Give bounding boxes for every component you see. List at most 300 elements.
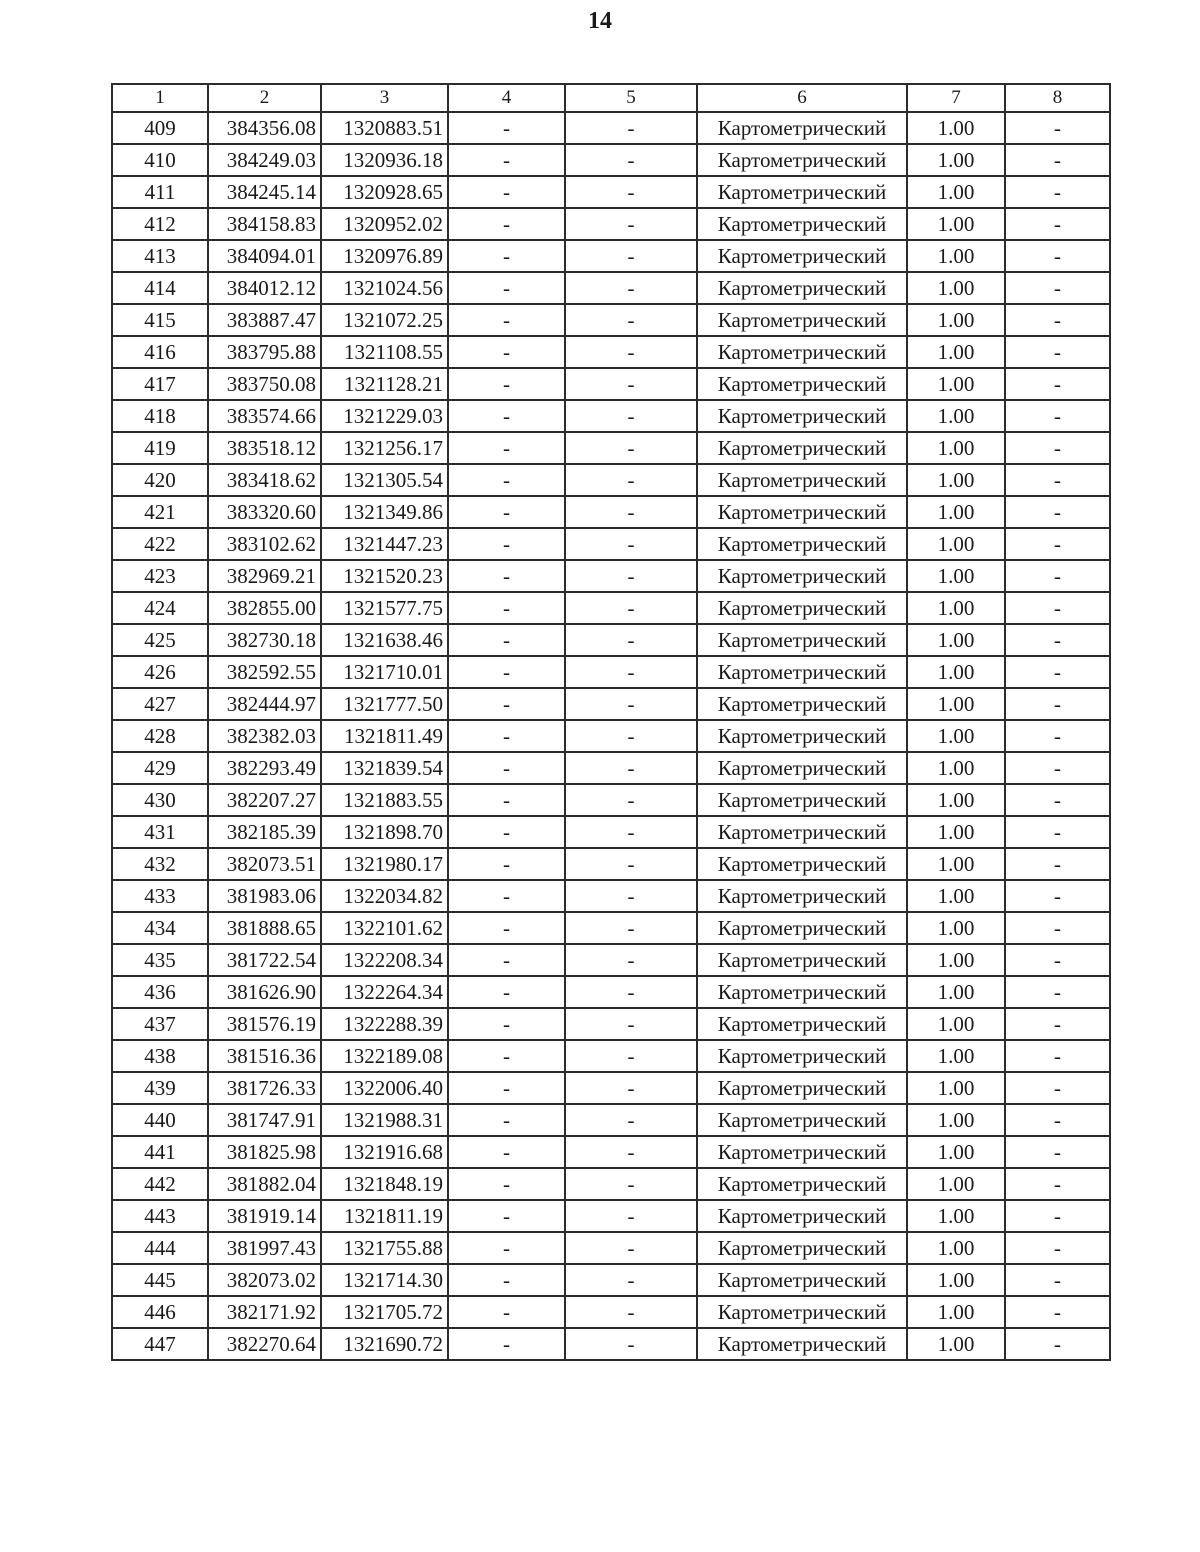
table-row [112, 976, 1110, 1008]
table-row [112, 144, 1110, 176]
column-header: 2 [208, 84, 321, 112]
method: Картометрический [697, 528, 907, 560]
x-coordinate: 381825.98 [208, 1136, 321, 1168]
col4-value: - [448, 464, 565, 496]
col8-value: - [1005, 240, 1110, 272]
point-number: 440 [112, 1104, 208, 1136]
col8-value: - [1005, 592, 1110, 624]
col4-value: - [448, 880, 565, 912]
table-row [112, 1264, 1110, 1296]
col8-value: - [1005, 1200, 1110, 1232]
accuracy: 1.00 [907, 528, 1005, 560]
x-coordinate: 383795.88 [208, 336, 321, 368]
accuracy: 1.00 [907, 688, 1005, 720]
y-coordinate: 1321577.75 [321, 592, 448, 624]
method: Картометрический [697, 304, 907, 336]
page-number: 14 [588, 8, 612, 34]
method: Картометрический [697, 208, 907, 240]
table-row [112, 1008, 1110, 1040]
table-row [112, 176, 1110, 208]
method: Картометрический [697, 816, 907, 848]
y-coordinate: 1321256.17 [321, 432, 448, 464]
y-coordinate: 1322288.39 [321, 1008, 448, 1040]
x-coordinate: 382730.18 [208, 624, 321, 656]
table-row [112, 880, 1110, 912]
accuracy: 1.00 [907, 1232, 1005, 1264]
x-coordinate: 383750.08 [208, 368, 321, 400]
col5-value: - [565, 1232, 697, 1264]
col8-value: - [1005, 720, 1110, 752]
point-number: 427 [112, 688, 208, 720]
method: Картометрический [697, 144, 907, 176]
col8-value: - [1005, 1328, 1110, 1360]
method: Картометрический [697, 176, 907, 208]
x-coordinate: 382592.55 [208, 656, 321, 688]
col8-value: - [1005, 1072, 1110, 1104]
accuracy: 1.00 [907, 1200, 1005, 1232]
col5-value: - [565, 112, 697, 144]
y-coordinate: 1321811.19 [321, 1200, 448, 1232]
col4-value: - [448, 1072, 565, 1104]
col4-value: - [448, 592, 565, 624]
x-coordinate: 384249.03 [208, 144, 321, 176]
accuracy: 1.00 [907, 1296, 1005, 1328]
col5-value: - [565, 720, 697, 752]
method: Картометрический [697, 464, 907, 496]
method: Картометрический [697, 656, 907, 688]
col5-value: - [565, 1264, 697, 1296]
x-coordinate: 382270.64 [208, 1328, 321, 1360]
col4-value: - [448, 944, 565, 976]
col5-value: - [565, 496, 697, 528]
accuracy: 1.00 [907, 1136, 1005, 1168]
column-header: 1 [112, 84, 208, 112]
table-row [112, 208, 1110, 240]
table-row [112, 1232, 1110, 1264]
col8-value: - [1005, 208, 1110, 240]
method: Картометрический [697, 880, 907, 912]
table-row [112, 592, 1110, 624]
x-coordinate: 381516.36 [208, 1040, 321, 1072]
col5-value: - [565, 176, 697, 208]
col5-value: - [565, 880, 697, 912]
method: Картометрический [697, 848, 907, 880]
method: Картометрический [697, 976, 907, 1008]
table-row [112, 1136, 1110, 1168]
method: Картометрический [697, 560, 907, 592]
table-row [112, 784, 1110, 816]
method: Картометрический [697, 336, 907, 368]
method: Картометрический [697, 784, 907, 816]
col5-value: - [565, 1168, 697, 1200]
col5-value: - [565, 784, 697, 816]
accuracy: 1.00 [907, 432, 1005, 464]
accuracy: 1.00 [907, 272, 1005, 304]
y-coordinate: 1322006.40 [321, 1072, 448, 1104]
x-coordinate: 384094.01 [208, 240, 321, 272]
y-coordinate: 1321108.55 [321, 336, 448, 368]
col4-value: - [448, 784, 565, 816]
col4-value: - [448, 112, 565, 144]
col5-value: - [565, 208, 697, 240]
accuracy: 1.00 [907, 1072, 1005, 1104]
col4-value: - [448, 176, 565, 208]
col8-value: - [1005, 1168, 1110, 1200]
table-row [112, 1296, 1110, 1328]
coordinates-table [111, 83, 1111, 1361]
col4-value: - [448, 720, 565, 752]
x-coordinate: 382207.27 [208, 784, 321, 816]
point-number: 413 [112, 240, 208, 272]
method: Картометрический [697, 1008, 907, 1040]
x-coordinate: 381882.04 [208, 1168, 321, 1200]
accuracy: 1.00 [907, 752, 1005, 784]
table-row [112, 464, 1110, 496]
point-number: 424 [112, 592, 208, 624]
method: Картометрический [697, 1328, 907, 1360]
method: Картометрический [697, 240, 907, 272]
x-coordinate: 382969.21 [208, 560, 321, 592]
accuracy: 1.00 [907, 880, 1005, 912]
col8-value: - [1005, 464, 1110, 496]
col5-value: - [565, 144, 697, 176]
col5-value: - [565, 1008, 697, 1040]
col5-value: - [565, 1296, 697, 1328]
point-number: 438 [112, 1040, 208, 1072]
accuracy: 1.00 [907, 848, 1005, 880]
col8-value: - [1005, 624, 1110, 656]
y-coordinate: 1322208.34 [321, 944, 448, 976]
col8-value: - [1005, 336, 1110, 368]
table-body [112, 112, 1110, 1360]
table-row [112, 688, 1110, 720]
y-coordinate: 1321024.56 [321, 272, 448, 304]
y-coordinate: 1321988.31 [321, 1104, 448, 1136]
table-row [112, 720, 1110, 752]
x-coordinate: 382171.92 [208, 1296, 321, 1328]
x-coordinate: 383887.47 [208, 304, 321, 336]
col4-value: - [448, 1264, 565, 1296]
point-number: 446 [112, 1296, 208, 1328]
y-coordinate: 1320883.51 [321, 112, 448, 144]
method: Картометрический [697, 592, 907, 624]
col5-value: - [565, 272, 697, 304]
point-number: 423 [112, 560, 208, 592]
col4-value: - [448, 272, 565, 304]
x-coordinate: 383320.60 [208, 496, 321, 528]
point-number: 426 [112, 656, 208, 688]
col5-value: - [565, 1136, 697, 1168]
col4-value: - [448, 208, 565, 240]
x-coordinate: 382444.97 [208, 688, 321, 720]
col5-value: - [565, 752, 697, 784]
col8-value: - [1005, 368, 1110, 400]
col5-value: - [565, 624, 697, 656]
col8-value: - [1005, 496, 1110, 528]
accuracy: 1.00 [907, 912, 1005, 944]
accuracy: 1.00 [907, 144, 1005, 176]
column-header: 5 [565, 84, 697, 112]
table-row [112, 112, 1110, 144]
x-coordinate: 381997.43 [208, 1232, 321, 1264]
point-number: 434 [112, 912, 208, 944]
y-coordinate: 1321777.50 [321, 688, 448, 720]
x-coordinate: 381888.65 [208, 912, 321, 944]
accuracy: 1.00 [907, 464, 1005, 496]
accuracy: 1.00 [907, 784, 1005, 816]
col4-value: - [448, 848, 565, 880]
point-number: 409 [112, 112, 208, 144]
method: Картометрический [697, 1072, 907, 1104]
point-number: 437 [112, 1008, 208, 1040]
point-number: 436 [112, 976, 208, 1008]
table-row [112, 432, 1110, 464]
col8-value: - [1005, 656, 1110, 688]
col4-value: - [448, 144, 565, 176]
col8-value: - [1005, 1264, 1110, 1296]
col4-value: - [448, 1008, 565, 1040]
point-number: 410 [112, 144, 208, 176]
method: Картометрический [697, 944, 907, 976]
accuracy: 1.00 [907, 1104, 1005, 1136]
col8-value: - [1005, 112, 1110, 144]
x-coordinate: 382855.00 [208, 592, 321, 624]
method: Картометрический [697, 272, 907, 304]
y-coordinate: 1322034.82 [321, 880, 448, 912]
accuracy: 1.00 [907, 1264, 1005, 1296]
col4-value: - [448, 1104, 565, 1136]
x-coordinate: 381919.14 [208, 1200, 321, 1232]
x-coordinate: 383518.12 [208, 432, 321, 464]
point-number: 428 [112, 720, 208, 752]
point-number: 417 [112, 368, 208, 400]
y-coordinate: 1321128.21 [321, 368, 448, 400]
x-coordinate: 381726.33 [208, 1072, 321, 1104]
col5-value: - [565, 336, 697, 368]
col4-value: - [448, 496, 565, 528]
col8-value: - [1005, 880, 1110, 912]
col5-value: - [565, 528, 697, 560]
accuracy: 1.00 [907, 400, 1005, 432]
col4-value: - [448, 528, 565, 560]
accuracy: 1.00 [907, 1040, 1005, 1072]
point-number: 420 [112, 464, 208, 496]
point-number: 447 [112, 1328, 208, 1360]
point-number: 431 [112, 816, 208, 848]
col5-value: - [565, 688, 697, 720]
point-number: 422 [112, 528, 208, 560]
point-number: 429 [112, 752, 208, 784]
col8-value: - [1005, 432, 1110, 464]
accuracy: 1.00 [907, 176, 1005, 208]
col8-value: - [1005, 1296, 1110, 1328]
col8-value: - [1005, 688, 1110, 720]
col8-value: - [1005, 304, 1110, 336]
y-coordinate: 1321349.86 [321, 496, 448, 528]
x-coordinate: 382073.51 [208, 848, 321, 880]
col5-value: - [565, 1104, 697, 1136]
y-coordinate: 1321520.23 [321, 560, 448, 592]
x-coordinate: 381983.06 [208, 880, 321, 912]
x-coordinate: 382293.49 [208, 752, 321, 784]
point-number: 425 [112, 624, 208, 656]
header-row [112, 84, 1110, 112]
col5-value: - [565, 432, 697, 464]
point-number: 419 [112, 432, 208, 464]
point-number: 430 [112, 784, 208, 816]
x-coordinate: 384012.12 [208, 272, 321, 304]
col5-value: - [565, 464, 697, 496]
point-number: 432 [112, 848, 208, 880]
accuracy: 1.00 [907, 720, 1005, 752]
col4-value: - [448, 304, 565, 336]
y-coordinate: 1320936.18 [321, 144, 448, 176]
col8-value: - [1005, 912, 1110, 944]
table-row [112, 496, 1110, 528]
accuracy: 1.00 [907, 592, 1005, 624]
point-number: 441 [112, 1136, 208, 1168]
table-row [112, 1040, 1110, 1072]
method: Картометрический [697, 752, 907, 784]
col8-value: - [1005, 400, 1110, 432]
table-row [112, 1104, 1110, 1136]
accuracy: 1.00 [907, 304, 1005, 336]
table-row [112, 368, 1110, 400]
col4-value: - [448, 560, 565, 592]
col5-value: - [565, 304, 697, 336]
table-row [112, 912, 1110, 944]
col8-value: - [1005, 1008, 1110, 1040]
col4-value: - [448, 912, 565, 944]
y-coordinate: 1321839.54 [321, 752, 448, 784]
y-coordinate: 1321980.17 [321, 848, 448, 880]
x-coordinate: 381747.91 [208, 1104, 321, 1136]
y-coordinate: 1322264.34 [321, 976, 448, 1008]
col4-value: - [448, 624, 565, 656]
y-coordinate: 1321710.01 [321, 656, 448, 688]
col8-value: - [1005, 1232, 1110, 1264]
col5-value: - [565, 656, 697, 688]
point-number: 418 [112, 400, 208, 432]
method: Картометрический [697, 1040, 907, 1072]
x-coordinate: 382073.02 [208, 1264, 321, 1296]
table-row [112, 400, 1110, 432]
accuracy: 1.00 [907, 1328, 1005, 1360]
table-row [112, 656, 1110, 688]
col4-value: - [448, 1328, 565, 1360]
method: Картометрический [697, 496, 907, 528]
col8-value: - [1005, 816, 1110, 848]
col8-value: - [1005, 944, 1110, 976]
col8-value: - [1005, 1136, 1110, 1168]
table-row [112, 848, 1110, 880]
point-number: 439 [112, 1072, 208, 1104]
accuracy: 1.00 [907, 816, 1005, 848]
col8-value: - [1005, 560, 1110, 592]
y-coordinate: 1321848.19 [321, 1168, 448, 1200]
col4-value: - [448, 1040, 565, 1072]
table-row [112, 1328, 1110, 1360]
table-row [112, 560, 1110, 592]
method: Картометрический [697, 1232, 907, 1264]
col5-value: - [565, 368, 697, 400]
column-header: 7 [907, 84, 1005, 112]
point-number: 444 [112, 1232, 208, 1264]
x-coordinate: 383418.62 [208, 464, 321, 496]
col5-value: - [565, 560, 697, 592]
y-coordinate: 1321883.55 [321, 784, 448, 816]
method: Картометрический [697, 688, 907, 720]
col4-value: - [448, 816, 565, 848]
accuracy: 1.00 [907, 944, 1005, 976]
method: Картометрический [697, 912, 907, 944]
column-header: 3 [321, 84, 448, 112]
x-coordinate: 384158.83 [208, 208, 321, 240]
point-number: 414 [112, 272, 208, 304]
accuracy: 1.00 [907, 976, 1005, 1008]
y-coordinate: 1321072.25 [321, 304, 448, 336]
x-coordinate: 383102.62 [208, 528, 321, 560]
point-number: 415 [112, 304, 208, 336]
col5-value: - [565, 976, 697, 1008]
col8-value: - [1005, 176, 1110, 208]
table-row [112, 624, 1110, 656]
col5-value: - [565, 1072, 697, 1104]
point-number: 421 [112, 496, 208, 528]
method: Картометрический [697, 1264, 907, 1296]
col8-value: - [1005, 1104, 1110, 1136]
accuracy: 1.00 [907, 336, 1005, 368]
col8-value: - [1005, 976, 1110, 1008]
table-row [112, 240, 1110, 272]
table-row [112, 272, 1110, 304]
col8-value: - [1005, 144, 1110, 176]
col4-value: - [448, 1168, 565, 1200]
x-coordinate: 381722.54 [208, 944, 321, 976]
x-coordinate: 381576.19 [208, 1008, 321, 1040]
y-coordinate: 1320976.89 [321, 240, 448, 272]
col4-value: - [448, 1232, 565, 1264]
col8-value: - [1005, 272, 1110, 304]
col4-value: - [448, 432, 565, 464]
point-number: 435 [112, 944, 208, 976]
col5-value: - [565, 1200, 697, 1232]
table-row [112, 752, 1110, 784]
col5-value: - [565, 592, 697, 624]
col4-value: - [448, 1296, 565, 1328]
point-number: 416 [112, 336, 208, 368]
col4-value: - [448, 976, 565, 1008]
y-coordinate: 1320928.65 [321, 176, 448, 208]
x-coordinate: 381626.90 [208, 976, 321, 1008]
y-coordinate: 1321898.70 [321, 816, 448, 848]
accuracy: 1.00 [907, 624, 1005, 656]
method: Картометрический [697, 1296, 907, 1328]
method: Картометрический [697, 368, 907, 400]
accuracy: 1.00 [907, 1008, 1005, 1040]
y-coordinate: 1321916.68 [321, 1136, 448, 1168]
method: Картометрический [697, 112, 907, 144]
y-coordinate: 1322189.08 [321, 1040, 448, 1072]
col5-value: - [565, 816, 697, 848]
y-coordinate: 1321447.23 [321, 528, 448, 560]
method: Картометрический [697, 400, 907, 432]
col4-value: - [448, 656, 565, 688]
y-coordinate: 1320952.02 [321, 208, 448, 240]
y-coordinate: 1321755.88 [321, 1232, 448, 1264]
accuracy: 1.00 [907, 1168, 1005, 1200]
method: Картометрический [697, 624, 907, 656]
